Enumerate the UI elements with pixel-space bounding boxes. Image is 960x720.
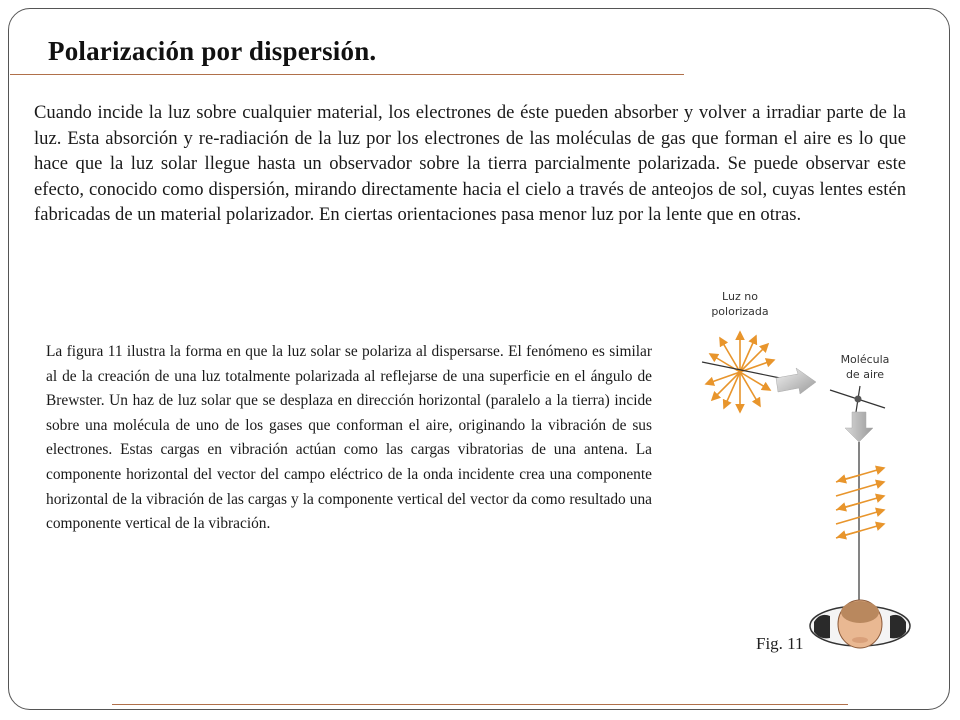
polarized-light-back-arrows <box>838 475 860 537</box>
label-molecule-1: Molécula <box>840 353 890 366</box>
scattering-diagram <box>680 282 920 662</box>
observer-head-illustration <box>810 600 910 648</box>
unpolarized-light-star <box>706 332 774 412</box>
label-unpolarized-2: polorizada <box>711 305 769 318</box>
scattering-figure <box>680 282 920 662</box>
footer-rule <box>112 704 848 705</box>
scattered-direction-arrow <box>845 412 873 442</box>
label-molecule-2: de aire <box>845 368 885 381</box>
incident-direction-arrow <box>776 368 816 394</box>
intro-paragraph: Cuando incide la luz sobre cualquier material, los electrones de éste pueden absorber y volver a irradiar parte de la luz. Esta absorción y re-radiación de la luz por los electrones de las moléculas de gas que forman el aire es lo que hace que la luz solar llegue hasta un observador sobre la tierra parcialmente polarizada. Se puede observar este efecto, conocido como dispersión, mirando directamente hacia el cielo a través de anteojos de sol, cuyas lentes estén fabricadas de un material polarizador. En ciertas orientaciones pasa menor luz por la lente que en otras. <box>34 102 906 226</box>
label-unpolarized-1: Luz no <box>722 290 758 303</box>
air-molecule <box>830 386 885 412</box>
slide-title: Polarización por dispersión. <box>48 36 377 66</box>
title-underline <box>10 74 684 75</box>
figure-caption: Fig. 11 <box>756 634 804 653</box>
figure-description-paragraph: La figura 11 ilustra la forma en que la luz solar se polariza al dispersarse. El fenómeno es similar al de la creación de una luz totalmente polarizada al reflejarse de una superficie en el ángulo de Brewster. Un haz de luz solar que se desplaza en dirección horizontal (paralelo a la tierra) incide sobre una molécula de uno de los gases que conforman el aire, originando la vibración de sus electrones. Estas cargas en vibración actúan como las cargas vibratorias de una antena. La componente horizontal del vector del campo eléctrico de la onda incidente crea una componente horizontal de la vibración de las cargas y la componente vertical del vector da como resultado una componente vertical de la vibración. <box>46 343 652 533</box>
incident-beam-line <box>702 362 780 378</box>
